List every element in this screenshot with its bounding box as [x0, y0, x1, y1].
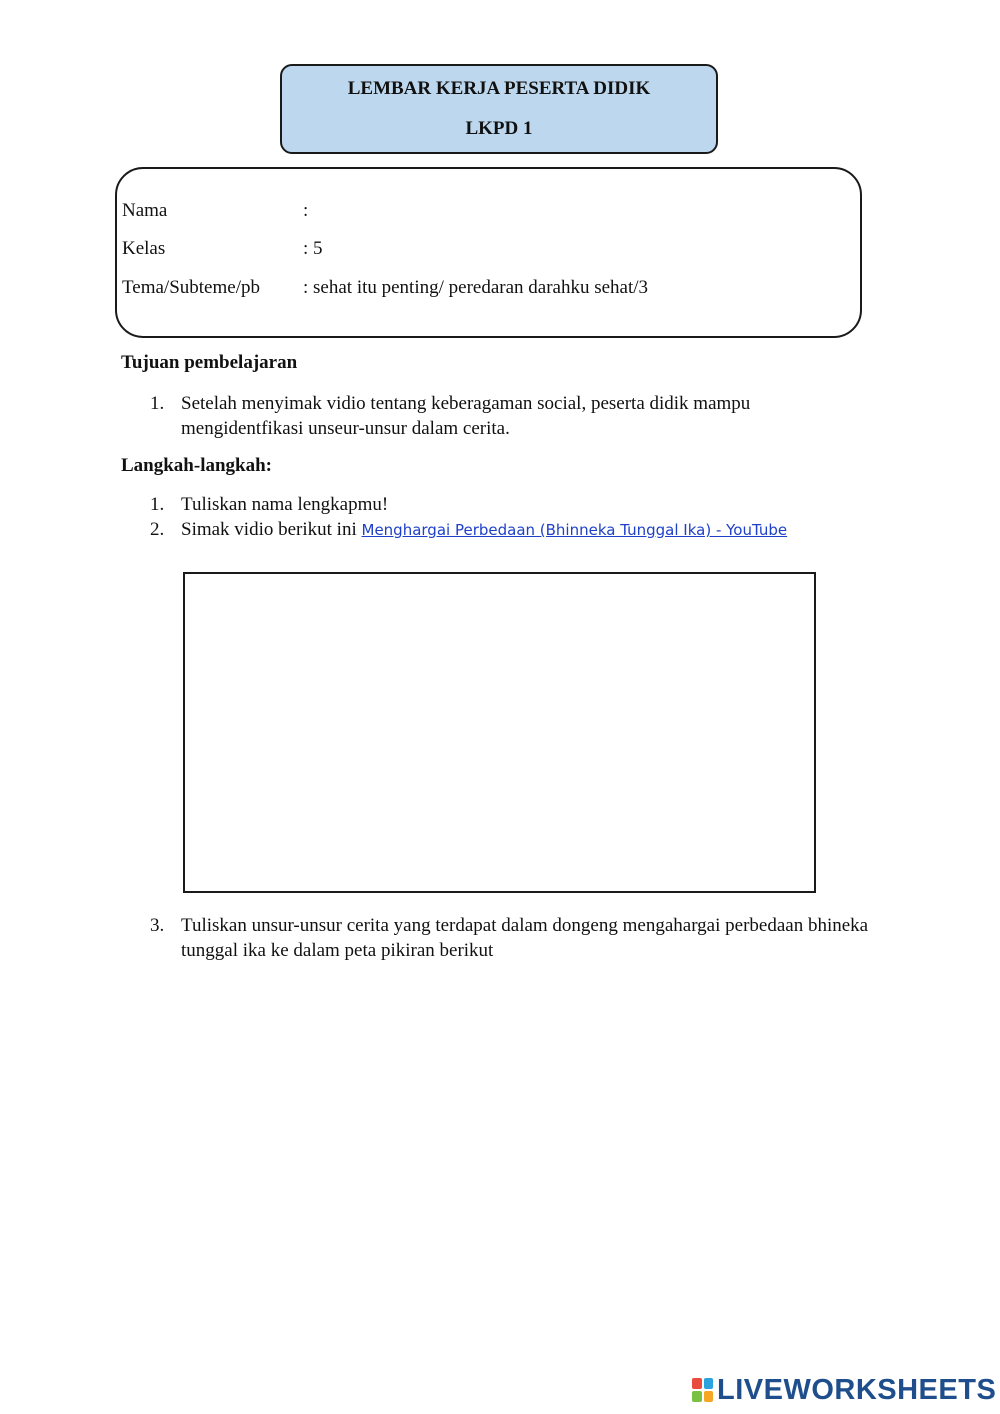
nama-value: :	[303, 200, 309, 221]
objectives-heading: Tujuan pembelajaran	[121, 352, 298, 373]
steps-heading: Langkah-langkah:	[121, 455, 273, 476]
liveworksheets-logo-text: LIVEWORKSHEETS	[717, 1373, 997, 1406]
objective-text: Setelah menyimak vidio tentang keberagaman social, peserta didik mampu mengidentfikasi unseur-unsur dalam cerita.	[181, 393, 751, 439]
liveworksheets-logo-icon	[692, 1378, 713, 1402]
tema-label: Tema/Subteme/pb	[122, 277, 260, 298]
tema-value: : sehat itu penting/ peredaran darahku sehat/3	[303, 277, 649, 298]
worksheet-title-box	[280, 64, 718, 154]
step-number-2: 2.	[150, 519, 165, 540]
step-text-3: Tuliskan unsur-unsur cerita yang terdapat dalam dongeng mengahargai perbedaan bhineka tunggal ika ke dalam peta pikiran berikut	[181, 915, 869, 961]
student-info-box	[115, 167, 862, 338]
step-text-1: Tuliskan nama lengkapmu!	[181, 494, 389, 515]
step-text-2: Simak vidio berikut ini	[181, 519, 357, 540]
objective-number: 1.	[150, 393, 165, 414]
nama-label: Nama	[122, 200, 168, 221]
liveworksheets-logo	[692, 1374, 996, 1406]
worksheet-code: LKPD 1	[465, 118, 533, 139]
step-number-3: 3.	[150, 915, 165, 936]
youtube-video-link[interactable]: Menghargai Perbedaan (Bhinneka Tunggal Ika) - YouTube	[361, 521, 788, 539]
video-embed-area[interactable]	[183, 572, 816, 893]
step-text-2-container	[181, 517, 871, 543]
step-number-1: 1.	[150, 494, 165, 515]
worksheet-title: LEMBAR KERJA PESERTA DIDIK	[347, 78, 651, 99]
kelas-value: : 5	[303, 238, 323, 259]
kelas-label: Kelas	[122, 238, 166, 259]
